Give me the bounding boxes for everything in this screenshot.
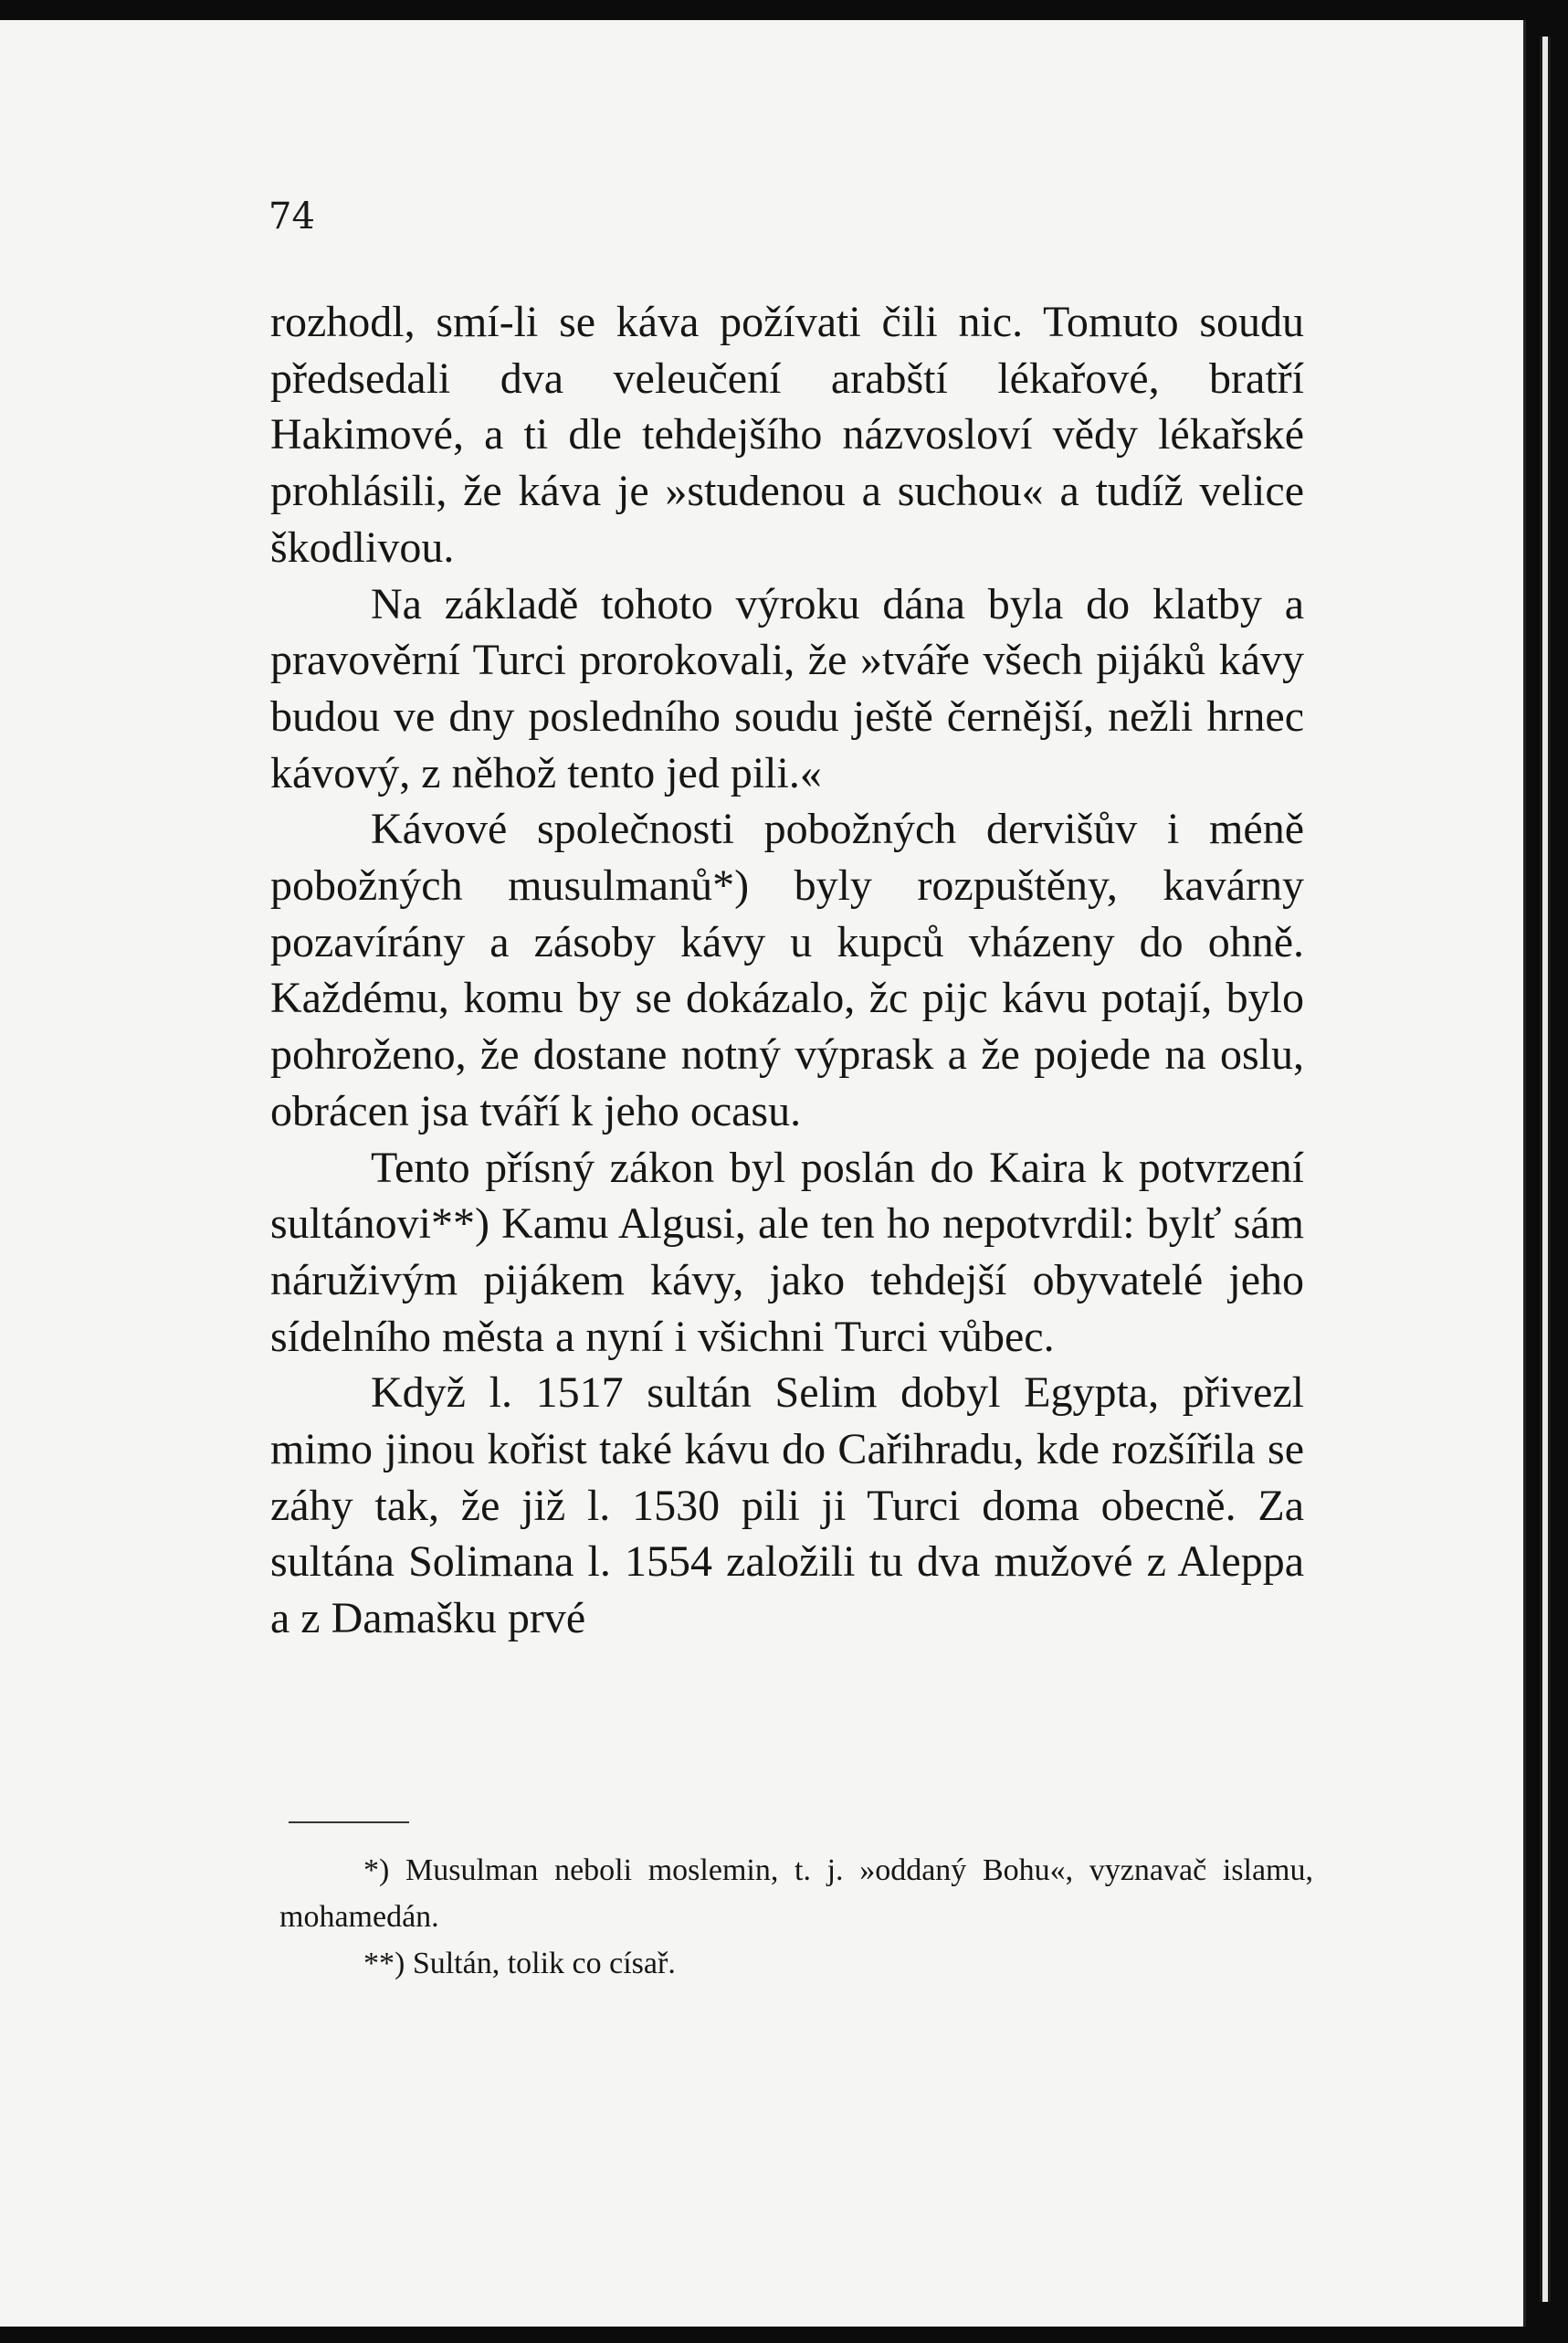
paragraph: Kávové společnosti pobožných dervišův i méně pobožných musulmanů*) byly rozpuštěny, kavárny pozavírány a zásoby kávy u kupců vházeny do ohně. Každému, komu by se dokázalo, žc pijc kávu potají, bylo pohroženo, že dostane notný výprask a že pojede na oslu, obrácen jsa tváří k jeho ocasu.	[270, 805, 1304, 1135]
book-page	[0, 20, 1526, 2327]
paragraph: Když l. 1517 sultán Selim dobyl Egypta, přivezl mimo jinou kořist také kávu do Cařihradu, kde rozšířila se záhy tak, že již l. 1530 pili ji Turci doma obecně. Za sultána Solimana l. 1554 založili tu dva mužové z Aleppa a z Damašku prvé	[270, 1368, 1304, 1643]
footnotes	[279, 1847, 1313, 1987]
page-number: 74	[268, 195, 315, 237]
page-edge	[1540, 37, 1551, 2302]
body-text	[270, 294, 1304, 1647]
footnote: *) Musulman neboli moslemin, t. j. »oddaný Bohu«, vyznavač islamu, mohamedán.	[279, 1853, 1313, 1934]
paragraph: Tento přísný zákon byl poslán do Kaira k potvrzení sultánovi**) Kamu Algusi, ale ten ho nepotvrdil: bylť sám náruživým pijákem kávy, jako tehdejší obyvatelé jeho sídelního města a nyní i všichni Turci vůbec.	[270, 1143, 1304, 1361]
footnote-divider	[289, 1821, 409, 1823]
paragraph: rozhodl, smí-li se káva požívati čili nic. Tomuto soudu předsedali dva veleučení arabští lékařové, bratří Hakimové, a ti dle tehdejšího názvosloví vědy lékařské prohlásili, že káva je »studenou a suchou« a tudíž velice škodlivou.	[270, 298, 1304, 572]
paragraph: Na základě tohoto výroku dána byla do klatby a pravověrní Turci prorokovali, že »tváře všech pijáků kávy budou ve dny posledního soudu ještě černější, nežli hrnec kávový, z něhož tento jed pili.«	[270, 579, 1304, 797]
footnote: **) Sultán, tolik co císař.	[363, 1947, 676, 1980]
